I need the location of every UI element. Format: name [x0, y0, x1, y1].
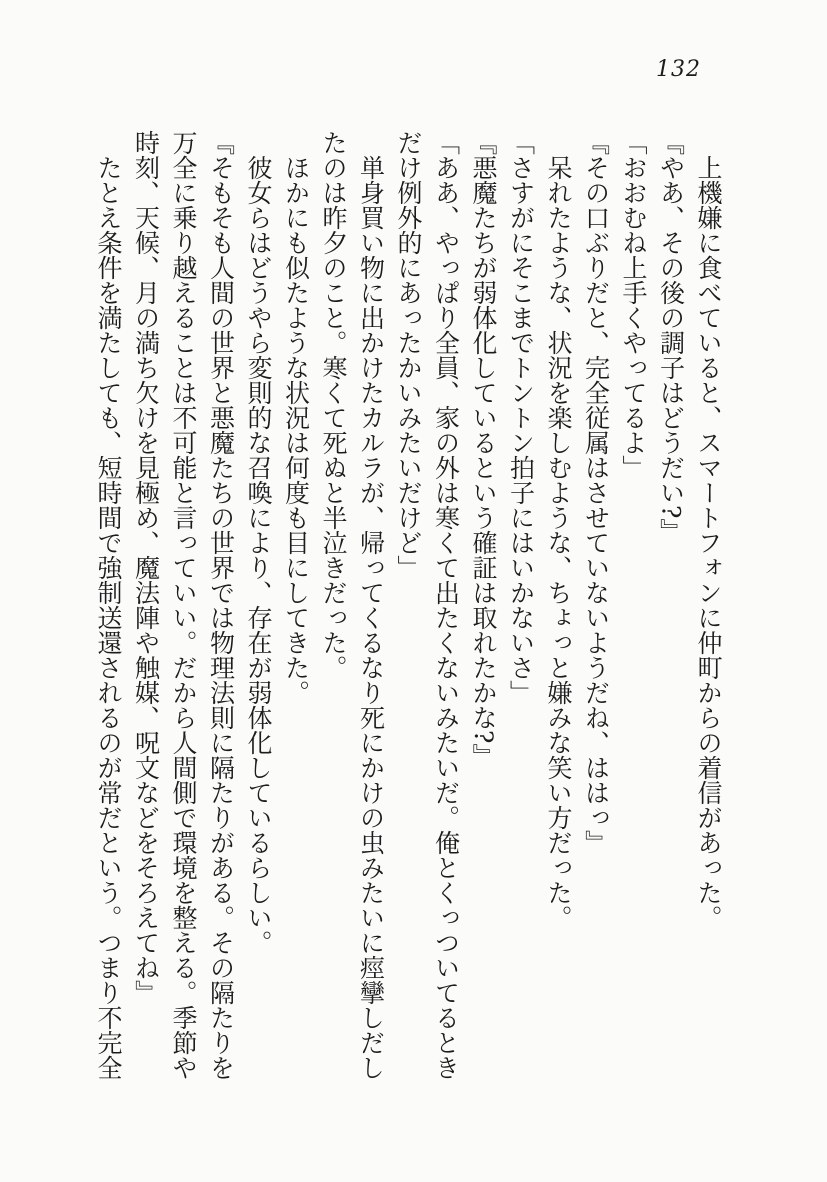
- text-line-3: 「おおむね上手くやってるよ」: [619, 130, 648, 480]
- text-line-10: ほかにも似たような状況は何度も目にしてきた。: [281, 155, 311, 705]
- text-line-6: 「さすがにそこまでトントン拍子にはいかないさ」: [506, 130, 536, 705]
- text-line-5: 呆れたような、状況を楽しむような、ちょっと嫌みな笑い方だった。: [544, 155, 573, 930]
- text-line-2: 『やあ、その後の調子はどうだい?』: [656, 130, 686, 544]
- text-line-7: 『悪魔たちが弱体化しているという確証は取れたかな?』: [469, 130, 498, 769]
- text-line-1: 上機嫌に食べていると、スマートフォンに仲町からの着信があった。: [694, 155, 723, 930]
- text-line-4: 『その口ぶりだと、完全従属はさせていないようだね、ははっ』: [581, 130, 611, 855]
- text-line-12: 『そもそも人間の世界と悪魔たちの世界では物理法則に隔たりがある。その隔たりを万全に乗り越えることは不可能と言っていい。だから人間側で環境を整える。季節や時刻、天候、月の満ち欠けを見極め、魔法陣や触媒、呪文などをそろえてね』: [131, 130, 236, 1080]
- vertical-text-block: [77, 130, 727, 1088]
- text-line-8: 「ああ、やっぱり全員、家の外は寒くて出たくないみたいだ。俺とくっついてるときだけ例外的にあったかいみたいだけど」: [394, 130, 461, 1080]
- text-line-11: 彼女らはどうやら変則的な召喚により、存在が弱体化しているらしい。: [244, 155, 273, 955]
- text-line-13: たとえ条件を満たしても、短時間で強制送還されるのが常だという。つまり不完全: [94, 155, 123, 1080]
- text-line-9: 単身買い物に出かけたカルラが、帰ってくるなり死にかけの虫みたいに痙攣しだしたのは昨夕のこと。寒くて死ぬと半泣きだった。: [319, 130, 386, 1080]
- page-number: 132: [656, 57, 701, 82]
